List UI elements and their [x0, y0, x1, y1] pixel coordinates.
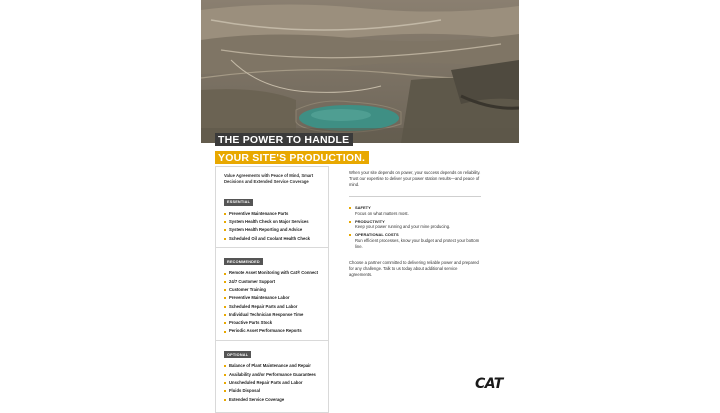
essential-tag: ESSENTIAL: [224, 199, 253, 206]
headline: [215, 130, 369, 166]
benefits-list: [349, 205, 481, 250]
section-divider: [216, 247, 328, 248]
section-optional: [224, 343, 321, 404]
cat-logo: [475, 376, 503, 392]
divider: [349, 196, 481, 197]
list-item: Preventive Maintenance Labor: [224, 294, 321, 302]
list-item: Scheduled Oil and Coolant Health Check: [224, 235, 321, 243]
list-item: Fluids Disposal: [224, 387, 321, 395]
benefit-item: [349, 219, 481, 231]
brochure-page: [201, 0, 519, 410]
list-item: System Health Reporting and Advice: [224, 226, 321, 234]
list-item: Proactive Parts Stock: [224, 319, 321, 327]
list-item: Balance of Plant Maintenance and Repair: [224, 362, 321, 370]
list-item: Periodic Asset Performance Reports: [224, 327, 321, 335]
list-item: Scheduled Repair Parts and Labor: [224, 303, 321, 311]
benefit-item: [349, 205, 481, 217]
benefit-item: [349, 232, 481, 250]
recommended-tag: RECOMMENDED: [224, 258, 263, 265]
list-item: Unscheduled Repair Parts and Labor: [224, 379, 321, 387]
service-options-box: [215, 166, 329, 413]
benefit-desc: Focus on what matters most.: [355, 210, 409, 216]
list-item: Preventive Maintenance Parts: [224, 210, 321, 218]
options-intro: Value Agreements with Peace of Mind, Smart Decisions and Extended Service Coverage: [224, 173, 314, 184]
benefits-column: [349, 170, 481, 278]
benefit-desc: Run efficient processes, know your budget and protect your bottom line.: [355, 237, 480, 249]
benefit-desc: Keep your power running and your mine producing.: [355, 224, 451, 230]
headline-line-1: THE POWER TO HANDLE: [215, 133, 353, 146]
section-essential: [224, 190, 321, 243]
list-item: Availability and/or Performance Guarantees: [224, 371, 321, 379]
list-item: 24/7 Customer Support: [224, 278, 321, 286]
benefit-title: OPERATIONAL COSTS: [355, 232, 399, 238]
optional-tag: OPTIONAL: [224, 351, 251, 358]
headline-line-2: YOUR SITE'S PRODUCTION.: [215, 151, 369, 164]
benefits-intro: When your site depends on power, your success depends on reliability. Trust our expertise to deliver your power station results—and peace of mind.: [349, 170, 481, 187]
section-recommended: [224, 250, 321, 336]
closing-text: Choose a partner committed to delivering reliable power and prepared for any challenge. Talk to us today about additional service agreements.: [349, 259, 479, 277]
benefit-title: PRODUCTIVITY: [355, 218, 385, 224]
list-item: Customer Training: [224, 286, 321, 294]
section-divider: [216, 340, 328, 341]
list-item: Individual Technician Response Time: [224, 311, 321, 319]
list-item: System Health Check on Major Services: [224, 218, 321, 226]
list-item: Extended Service Coverage: [224, 396, 321, 404]
benefit-title: SAFETY: [355, 205, 371, 210]
logo-text: CAT: [475, 376, 503, 392]
list-item: Remote Asset Monitoring with Cat® Connect: [224, 269, 321, 277]
quarry-photo: [201, 0, 519, 143]
quarry-illustration: [201, 0, 519, 143]
